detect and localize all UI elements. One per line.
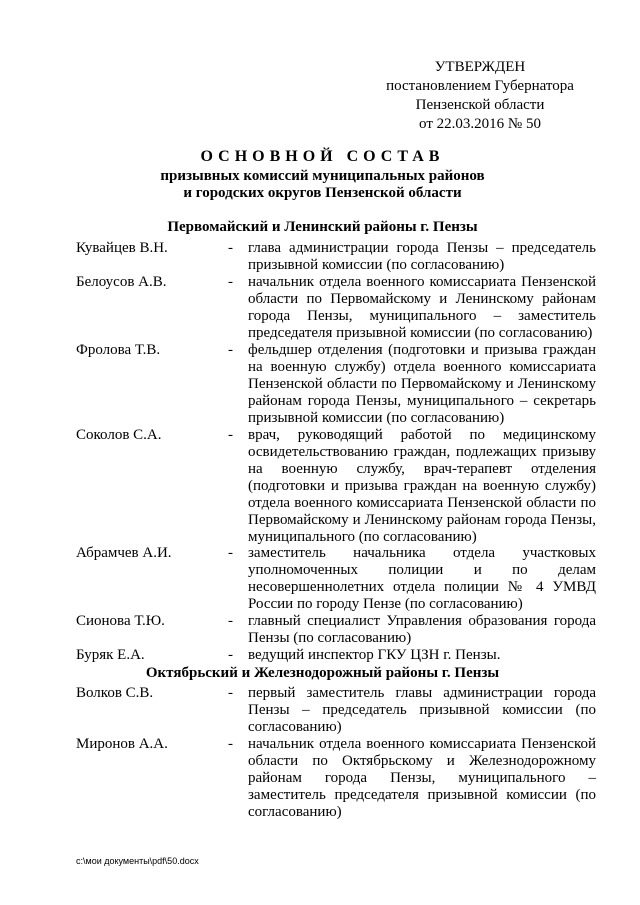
member-dash: - <box>228 274 233 290</box>
member-dash: - <box>228 427 233 443</box>
member-row <box>76 685 596 736</box>
approval-stamp <box>360 58 600 134</box>
member-row <box>76 342 596 427</box>
member-role: начальник отдела военного комиссариата Пензенской области по Октябрьскому и Железнодорожному районам города Пензы, муниципального – заместитель председателя призывной комиссии (по согласованию) <box>248 736 596 820</box>
member-dash: - <box>228 736 233 752</box>
member-name: Соколов С.А. <box>76 427 162 443</box>
approval-line: постановлением Губернатора <box>386 78 574 94</box>
member-name: Белоусов А.В. <box>76 274 167 290</box>
member-role: начальник отдела военного комиссариата Пензенской области по Первомайскому и Ленинскому районам города Пензы, муниципального – заместитель председателя призывной комиссии (по согласованию) <box>248 274 596 341</box>
member-row <box>76 427 596 546</box>
member-role: глава администрации города Пензы – председатель призывной комиссии (по согласованию) <box>248 240 596 273</box>
member-row <box>76 613 596 647</box>
member-row <box>76 240 596 274</box>
member-role: ведущий инспектор ГКУ ЦЗН г. Пензы. <box>248 647 501 663</box>
member-row <box>76 736 596 821</box>
member-row <box>76 274 596 342</box>
section-heading: Первомайский и Ленинский районы г. Пензы <box>167 219 478 235</box>
approval-line: Пензенской области <box>415 97 545 113</box>
member-name: Сионова Т.Ю. <box>76 613 165 629</box>
title-subtitle: и городских округов Пензенской области <box>183 185 462 201</box>
file-path-footer: c:\мои документы\pdf\50.docx <box>76 856 199 866</box>
member-dash: - <box>228 613 233 629</box>
member-name: Волков С.В. <box>76 685 154 701</box>
member-dash: - <box>228 342 233 358</box>
section-heading: Октябрьский и Железнодорожный районы г. Пензы <box>145 665 500 681</box>
approval-title: УТВЕРЖДЕН <box>434 59 526 75</box>
member-name: Буряк Е.А. <box>76 647 145 663</box>
member-name: Фролова Т.В. <box>76 342 161 358</box>
title-main: ОСНОВНОЙ СОСТАВ <box>200 148 445 165</box>
member-dash: - <box>228 685 233 701</box>
member-dash: - <box>228 240 233 256</box>
member-row <box>76 647 596 664</box>
member-role: заместитель начальника отдела участковых уполномоченных полиции и по делам несовершеннолетних отдела полиции № 4 УМВД России по городу Пензе (по согласованию) <box>248 545 596 612</box>
member-name: Абрамчев А.И. <box>76 545 172 561</box>
member-dash: - <box>228 647 233 663</box>
member-name: Кувайцев В.Н. <box>76 240 168 256</box>
member-role: врач, руководящий работой по медицинскому освидетельствованию граждан, подлежащих призыву на военную службу, врач-терапевт отделения (подготовки и призыва граждан на военную службу) отдела военного комиссариата Пензенской области по Первомайскому и Ленинскому районам города Пензы, муниципального (по согласованию) <box>248 427 596 545</box>
member-dash: - <box>228 545 233 561</box>
member-row <box>76 545 596 613</box>
member-role: первый заместитель главы администрации города Пензы – председатель призывной комиссии (по согласованию) <box>248 685 596 735</box>
approval-date: от 22.03.2016 № 50 <box>419 116 541 132</box>
member-role: главный специалист Управления образования города Пензы (по согласованию) <box>248 613 596 646</box>
document-title <box>60 146 585 202</box>
title-subtitle: призывных комиссий муниципальных районов <box>160 168 485 184</box>
member-role: фельдшер отделения (подготовки и призыва граждан на военную службу) отдела военного комиссариата Пензенской области по Первомайскому и Ленинскому районам города Пензы, муниципального – секретарь призывной комиссии (по согласованию) <box>248 342 596 426</box>
member-name: Миронов А.А. <box>76 736 168 752</box>
